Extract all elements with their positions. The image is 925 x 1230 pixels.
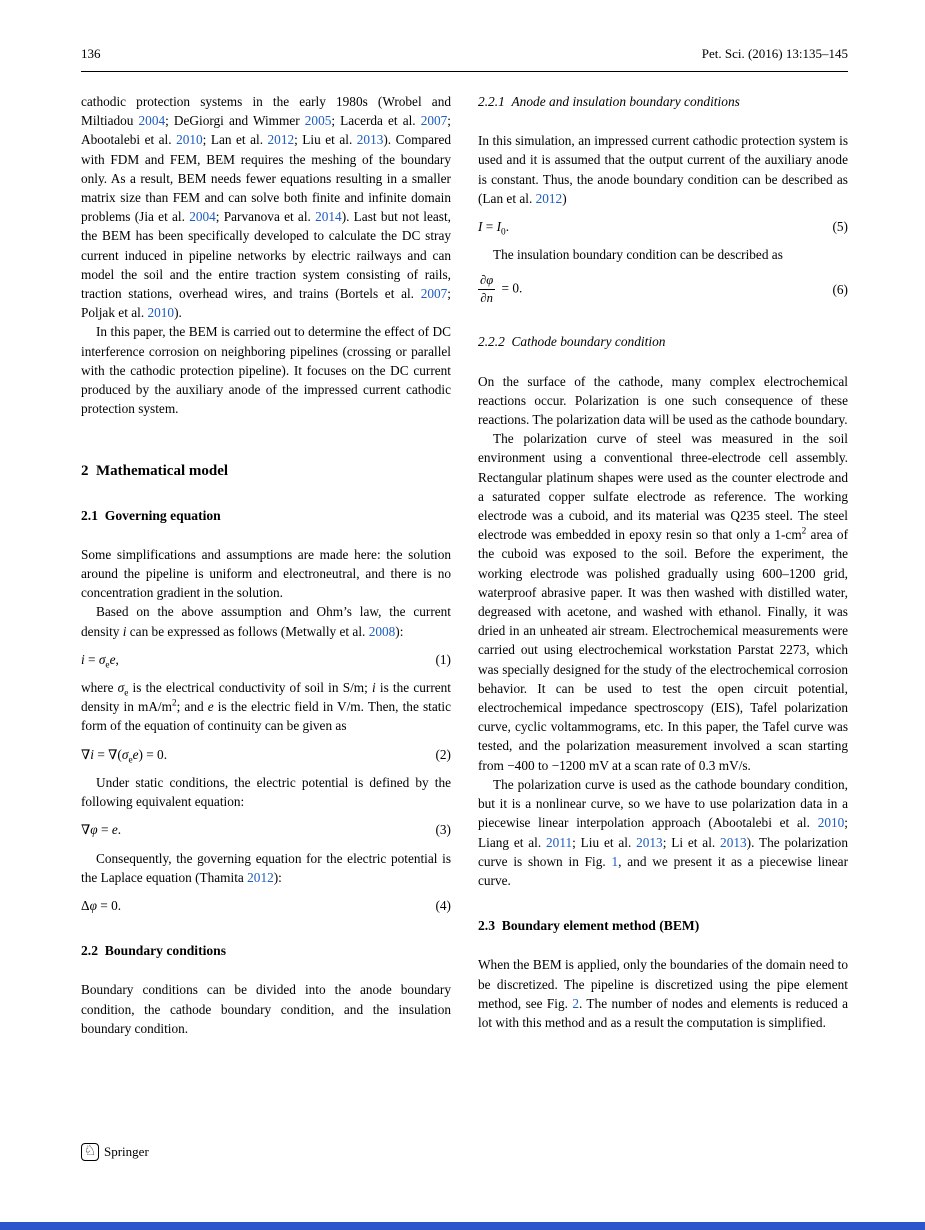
text-run: i — [372, 680, 376, 696]
citation-link[interactable]: 2008 — [368, 623, 396, 639]
equation-2 — [81, 745, 451, 764]
equation-body — [81, 650, 119, 669]
text-run: ∇ — [81, 746, 91, 762]
text-run: e — [124, 688, 129, 699]
text-run: = — [482, 219, 497, 235]
subsubsection-heading-anode-insulation: 2.2.1 Anode and insulation boundary conditions — [478, 94, 740, 109]
text-run: σ — [98, 651, 106, 667]
equation-number: (1) — [435, 651, 451, 667]
equation-3 — [81, 820, 451, 839]
equation-body — [478, 217, 509, 236]
text-run: ) = 0. — [138, 746, 168, 762]
equation-6 — [478, 273, 848, 306]
text-run: ). Compared with FDM and FEM, BEM requires the meshing of the boundary only. As a result, BEM needs fewer equations resulting in a smaller matrix size than FEM and can solve both finite and infinite domain problems (Jia et al. — [81, 132, 451, 225]
equation-number: (3) — [435, 822, 451, 838]
citation-link[interactable]: 1 — [611, 853, 619, 869]
citation-link[interactable]: 2012 — [535, 190, 563, 206]
text-run: i — [122, 623, 127, 639]
text-run: ). The polarization curve is shown in Fig. — [478, 834, 848, 869]
text-run: = 0. — [501, 280, 523, 296]
section-heading-mathematical-model: 2 Mathematical model — [81, 463, 229, 480]
text-run: . — [505, 219, 510, 235]
two-column-body — [81, 92, 848, 1038]
subsection-heading-governing-equation: 2.1 Governing equation — [81, 507, 221, 523]
text-run: e — [207, 699, 214, 715]
text-run: I — [496, 219, 502, 235]
text-run: ; Liu et al. — [294, 132, 357, 148]
citation-link[interactable]: 2011 — [546, 834, 573, 850]
springer-logo-icon: ♘ — [81, 1143, 99, 1161]
left-column — [81, 92, 451, 1038]
text-run: is the current density in mA/m — [81, 680, 451, 715]
journal-reference: Pet. Sci. (2016) 13:135–145 — [701, 46, 848, 61]
equation-1 — [81, 650, 451, 669]
text-run: e — [132, 746, 139, 762]
subsection-heading-bem: 2.3 Boundary element method (BEM) — [478, 918, 700, 934]
text-run: φ — [486, 273, 494, 288]
citation-link[interactable]: 2010 — [817, 815, 845, 831]
equation-rhs — [502, 281, 523, 296]
citation-link[interactable]: 2012 — [247, 869, 274, 885]
paragraph — [81, 849, 451, 887]
text-run: The polarization curve is used as the cathode boundary condition, but it is a nonlinear curve, so we have to use polarization data in a piecewise linear interpolation approach (Abootalebi et al. — [478, 776, 848, 831]
citation-link[interactable]: 2012 — [267, 132, 295, 148]
equation-number: (6) — [832, 282, 848, 298]
text-run: = — [97, 822, 112, 838]
text-run: is the electrical conductivity of soil in S/m; — [128, 680, 372, 696]
publisher-name: Springer — [104, 1144, 149, 1159]
paragraph: The insulation boundary condition can be described as — [493, 247, 783, 263]
text-run: ; Liang et al. — [478, 815, 848, 850]
citation-link[interactable]: 2004 — [189, 209, 216, 225]
citation-link[interactable]: 2010 — [147, 305, 175, 321]
text-run: = 0. — [96, 897, 122, 913]
text-run: where — [81, 680, 118, 696]
text-run: ; Liu et al. — [572, 834, 637, 850]
paragraph — [478, 131, 848, 208]
text-run: 0 — [501, 227, 506, 238]
equation-number: (4) — [435, 897, 451, 913]
citation-link[interactable]: 2013 — [720, 834, 747, 850]
text-run: ; DeGiorgi and Wimmer — [165, 113, 305, 129]
text-run: Consequently, the governing equation for the electric potential is the Laplace equation (Thamita — [81, 850, 451, 885]
text-run: ): — [273, 869, 282, 885]
text-run: 2 — [171, 698, 177, 709]
page-number: 136 — [81, 46, 101, 61]
text-run: ). — [174, 305, 182, 321]
equation-5 — [478, 217, 848, 236]
text-run: φ — [89, 897, 97, 913]
text-run: . — [117, 822, 122, 838]
citation-link[interactable]: 2007 — [420, 286, 448, 302]
page-edge-bar — [0, 1222, 925, 1230]
paragraph: Boundary conditions can be divided into the anode boundary condition, the cathode boundary condition, and the insulation boundary condition. — [81, 982, 451, 1036]
text-run: n — [486, 291, 493, 306]
citation-link[interactable]: 2013 — [636, 834, 663, 850]
text-run: ∂ — [480, 273, 487, 288]
equation-number: (2) — [435, 746, 451, 762]
text-run: σ — [121, 746, 129, 762]
citation-link[interactable]: 2005 — [304, 113, 332, 129]
text-run: e — [128, 755, 133, 766]
text-run: = — [84, 651, 99, 667]
citation-link[interactable]: 2014 — [315, 209, 342, 225]
text-run: ; Poljak et al. — [81, 286, 451, 321]
text-run: The polarization curve of steel was measured in the soil environment using a conventional three-electrode cell assembly. Rectangular platinum shapes were used as the counter electrode and a saturated copper sulfate electrode as reference. The working electrode was a cuboid, and its material was Q235 steel. The steel electrode was embedded in epoxy resin so that only a 1-cm — [478, 431, 848, 543]
fraction-numerator — [478, 273, 495, 290]
equation-body — [81, 896, 121, 915]
text-run: . The number of nodes and elements is reduced a lot with this method and as a result the computation is simplified. — [478, 995, 848, 1030]
citation-link[interactable]: 2 — [572, 995, 579, 1011]
citation-link[interactable]: 2013 — [356, 132, 384, 148]
paragraph — [478, 775, 848, 890]
subsubsection-heading-cathode-boundary: 2.2.2 Cathode boundary condition — [478, 334, 666, 350]
fraction-denominator — [480, 290, 493, 306]
paragraph: In this paper, the BEM is carried out to determine the effect of DC interference corrosion on neighboring pipelines (crossing or parallel with the cathodic protection pipeline). It focuses on the DC current produced by the auxiliary anode of the impressed current cathodic protection system. — [81, 324, 451, 417]
text-run: e — [105, 660, 110, 671]
subsection-heading-boundary-conditions: 2.2 Boundary conditions — [81, 943, 227, 959]
equation-body — [478, 273, 522, 306]
paragraph: Under static conditions, the electric potential is defined by the following equivalent equation: — [81, 774, 451, 810]
paragraph — [478, 955, 848, 1032]
text-run: ; Abootalebi et al. — [81, 113, 451, 148]
equation-body — [81, 745, 167, 764]
text-run: , and we present it as a piecewise linear curve. — [478, 853, 848, 888]
text-run: e — [111, 822, 118, 838]
equation-number: (5) — [832, 219, 848, 235]
text-run: σ — [117, 680, 125, 696]
text-run: ) — [562, 190, 567, 206]
text-run: ; Lan et al. — [202, 132, 268, 148]
paragraph — [478, 429, 848, 775]
text-run: ). Last but not least, the BEM has been specifically developed to calculate the DC stray current induced in pipeline networks by electric railways and can model the soil and the entire traction system consisting of rails, traction stations, overhead wires, and trains (Bortels et al. — [81, 209, 451, 302]
text-run: = ∇( — [94, 746, 122, 762]
text-run: I — [478, 219, 483, 235]
text-run: can be expressed as follows (Metwally et al. — [126, 623, 369, 639]
right-column — [478, 92, 848, 1038]
paragraph: On the surface of the cathode, many complex electrochemical reactions occur. Polarization is one such consequence of these reactions. The polarization data will be used as the cathode boundary. — [478, 373, 848, 428]
text-run: area of the cuboid was exposed to the soil. Before the experiment, the working electrode was polished gradually using 600–1200 grid, waterproof abrasive paper. It was then washed with distilled water, degreased with acetone, and washed with ethanol. Finally, it was dried in an unheated air stream. Electrochemical measurements were carried out using electrochemical workstation Parstat 2273, which was specially designed for the study of the electrochemical corrosion behavior. It can be used to test the open circuit potential, electrochemical impedance spectroscopy (EIS), Tafel polarization curve, cyclic voltammograms, etc. In this paper, the Tafel curve was tested, and the polarization measurement involved a scan starting from −400 to −1200 mV at a scan rate of 0.3 mV/s. — [478, 527, 849, 773]
text-run: i — [90, 746, 94, 762]
text-run: i — [81, 651, 85, 667]
text-run: is the electric field in V/m. Then, the static form of the equation of continuity can be given as — [81, 699, 452, 734]
running-header — [81, 46, 848, 72]
text-run: ; and — [176, 699, 208, 715]
text-run: ): — [395, 623, 404, 639]
publisher-footer — [81, 1143, 149, 1161]
text-run: ∇ — [81, 822, 91, 838]
fraction — [478, 273, 495, 306]
text-run: 2 — [801, 526, 807, 537]
text-run: When the BEM is applied, only the boundaries of the domain need to be discretized. The pipeline is discretized using the pipe element method, see Fig. — [478, 957, 848, 1011]
text-run: ; Lacerda et al. — [331, 113, 421, 129]
text-run: φ — [90, 822, 98, 838]
citation-link[interactable]: 2004 — [138, 113, 166, 129]
paragraph — [81, 602, 451, 640]
text-run: Based on the above assumption and Ohm’s law, the current density — [81, 604, 451, 639]
text-run: In this simulation, an impressed current cathodic protection system is used and it is assumed that the output current of the auxiliary anode is constant. Thus, the anode boundary condition can be described as (Lan et al. — [478, 133, 848, 206]
text-run: Δ — [81, 897, 90, 913]
citation-link[interactable]: 2007 — [420, 113, 448, 129]
paragraph: Some simplifications and assumptions are made here: the solution around the pipeline is uniform and electroneutral, and there is no concentration gradient in the solution. — [81, 546, 451, 601]
equation-4 — [81, 896, 451, 915]
paragraph — [81, 92, 451, 322]
citation-link[interactable]: 2010 — [176, 132, 203, 148]
paragraph — [81, 678, 451, 736]
equation-body — [81, 820, 121, 839]
text-run: ∂ — [480, 291, 487, 306]
text-run: ; Parvanova et al. — [215, 209, 316, 225]
text-run: , — [115, 651, 119, 667]
text-run: ; Li et al. — [662, 834, 721, 850]
text-run: e — [109, 651, 116, 667]
text-run: cathodic protection systems in the early 1980s (Wrobel and Miltiadou — [81, 94, 451, 129]
